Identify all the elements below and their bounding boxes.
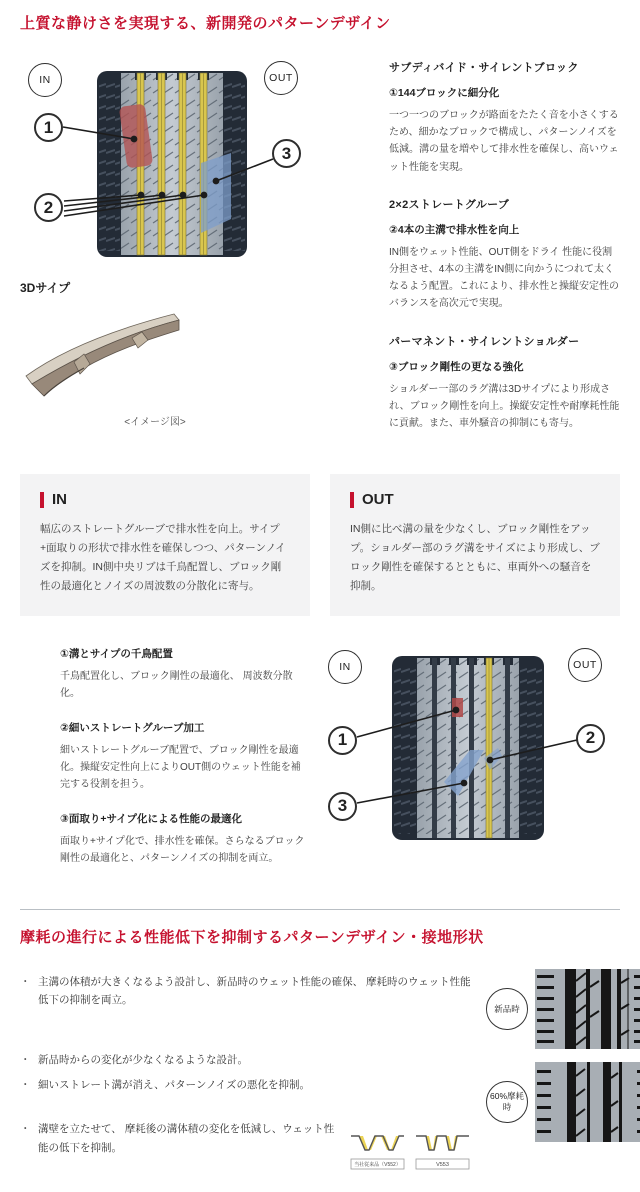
tread-new-badge: 新品時 — [486, 988, 528, 1030]
detail-subheading: ①溝とサイプの千鳥配置 — [60, 647, 173, 660]
feature-subheading: ②4本の主溝で排水性を向上 — [389, 223, 520, 236]
bullet-icon: ・ — [20, 1054, 31, 1067]
wear-bullet-list — [20, 969, 472, 1173]
page-title: 上質な静けさを実現する、新開発のパターンデザイン — [20, 15, 391, 32]
bullet-text: 溝壁を立たせて、 摩耗後の溝体積の変化を低減し、ウェット性能の低下を抑制。 — [38, 1123, 335, 1154]
out-badge — [264, 61, 298, 95]
bullet-icon: ・ — [20, 1078, 31, 1091]
top-section — [20, 53, 620, 452]
detail-section — [20, 640, 620, 885]
section-divider — [20, 909, 620, 910]
detail-item-staggered — [60, 646, 306, 702]
feature-body: 一つ一つのブロックが路面をたたく音を小さくするため、細かなブロックで構成し、パターンノイズを低減。溝の量を増やして排水性を確保し、高いウェット性能を実現。 — [389, 110, 619, 173]
in-badge — [28, 63, 62, 97]
out-badge-label: OUT — [573, 658, 597, 671]
groove-wall-row — [20, 1120, 472, 1172]
callout-2-label: 2 — [585, 728, 596, 748]
in-badge — [328, 650, 362, 684]
out-badge-label: OUT — [269, 72, 293, 84]
feature-body: IN側をウェット性能、OUT側をドライ 性能に役割分担させ、4本の主溝をIN側に向かうにつれて太くなるよう配置。これにより、排水性と操縦安定性のバランスを高次元で実現。 — [389, 246, 619, 310]
in-description-box — [20, 474, 310, 616]
callout-3 — [328, 792, 357, 821]
detail-text-column — [20, 640, 320, 885]
spacer — [20, 1094, 472, 1120]
tread-new-illustration — [535, 969, 640, 1049]
wear-section-title: 摩耗の進行による性能低下を抑制するパターンデザイン・接地形状 — [20, 928, 484, 946]
feature-subheading: ③ブロック剛性の更なる強化 — [389, 360, 524, 373]
feature-subdivide-block — [389, 59, 620, 176]
bullet-text: 細いストレート溝が消え、パターンノイズの悪化を抑制。 — [38, 1078, 310, 1091]
feature-column — [389, 53, 620, 452]
top-left-column — [20, 53, 365, 452]
list-item — [20, 1076, 472, 1094]
callout-3 — [272, 139, 301, 168]
out-box-heading — [350, 491, 600, 508]
in-box-label: IN — [52, 491, 67, 509]
in-out-section — [20, 474, 620, 616]
detail-subheading: ②細いストレートグルーブ加工 — [60, 721, 205, 734]
red-bar-icon — [350, 492, 354, 508]
in-badge-label: IN — [339, 660, 351, 673]
callout-1-label: 1 — [337, 730, 348, 750]
tire-tread-illustration — [97, 69, 247, 257]
callout-2-label: 2 — [43, 197, 54, 217]
in-badge-label: IN — [39, 74, 51, 86]
groove-label-new: V553 — [436, 1162, 449, 1169]
tread-worn-row — [486, 1062, 640, 1142]
sipe-figure — [20, 304, 230, 409]
list-item — [20, 1051, 472, 1069]
out-box-body: IN側に比べ溝の量を少なくし、ブロック剛性をアップ。ショルダー部のラグ溝をサイズにより形成し、ブロック剛性を確保するとともに、車両外への騒音を抑制。 — [350, 523, 600, 592]
feature-heading: 2×2ストレートグルーブ — [389, 198, 510, 211]
groove-label-old: 当社従来品（V552） — [354, 1162, 401, 1169]
tire-figure-secondary — [320, 640, 620, 850]
out-badge — [568, 648, 602, 682]
feature-heading: パーマネント・サイレントショルダー — [389, 335, 580, 348]
callout-1 — [328, 726, 357, 755]
feature-heading: サブディバイド・サイレントブロック — [389, 62, 579, 74]
detail-subheading: ③面取り+サイプ化による性能の最適化 — [60, 812, 242, 825]
groove-profile-illustration — [350, 1126, 472, 1172]
in-box-heading — [40, 491, 290, 508]
bullet-icon: ・ — [20, 975, 31, 988]
feature-subheading: ①144ブロックに細分化 — [389, 87, 500, 99]
tire-figure-main — [20, 53, 365, 267]
detail-item-chamfer-sipe — [60, 811, 306, 867]
spacer — [20, 1009, 472, 1051]
out-description-box — [330, 474, 620, 616]
callout-3-label: 3 — [337, 796, 348, 816]
bullet-text: 主溝の体積が大きくなるよう設計し、新品時のウェット性能の確保、 摩耗時のウェット性能低下の抑制を両立。 — [38, 975, 471, 1006]
bullet-icon: ・ — [20, 1123, 31, 1136]
bullet-text: 新品時からの変化が少なくなるような設計。 — [38, 1054, 248, 1067]
red-bar-icon — [40, 492, 44, 508]
tread-new-row — [486, 969, 640, 1049]
callout-1 — [34, 113, 63, 142]
list-item — [20, 1120, 340, 1157]
detail-body: 千鳥配置化し、ブロック剛性の最適化、 周波数分散化。 — [60, 670, 293, 699]
sipe-3d-illustration — [20, 304, 190, 404]
in-box-body: 幅広のストレートグルーブで排水性を向上。サイプ+面取りの形状で排水性を確保しつつ、パターンノイズを抑制。IN側中央リブは千鳥配置し、ブロック剛性の最適化とノイズの周波数の分散化に寄与。 — [40, 523, 286, 592]
feature-silent-shoulder — [389, 333, 620, 433]
tread-worn-badge: 60%摩耗時 — [486, 1081, 528, 1123]
callout-3-label: 3 — [281, 143, 292, 163]
tire-tread-illustration — [392, 654, 544, 840]
detail-body: 細いストレートグルーブ配置で、ブロック剛性を最適化。操縦安定性向上によりOUT側のウェット性能を補完する役割を担う。 — [60, 744, 301, 790]
feature-body: ショルダー一部のラグ溝は3Dサイプにより形成され、ブロック剛性を向上。操縦安定性や耐摩耗性能に貢献。また、車外騒音の抑制にも寄与。 — [389, 383, 620, 429]
list-item — [20, 973, 472, 1010]
detail-item-narrow-groove — [60, 720, 306, 793]
detail-body: 面取り+サイプ化で、排水性を確保。さらなるブロック剛性の最適化と、パターンノイズの抑制を両立。 — [60, 835, 305, 864]
wear-tread-figures — [486, 969, 640, 1173]
out-box-label: OUT — [362, 491, 394, 509]
callout-2 — [576, 724, 605, 753]
tread-worn-illustration — [535, 1062, 640, 1142]
wear-section — [20, 969, 620, 1173]
sipe-caption: <イメージ図> — [124, 417, 186, 428]
feature-straight-groove — [389, 196, 620, 313]
sipe-heading: 3Dサイプ — [20, 281, 71, 295]
callout-1-label: 1 — [43, 117, 54, 137]
callout-2 — [34, 193, 63, 222]
